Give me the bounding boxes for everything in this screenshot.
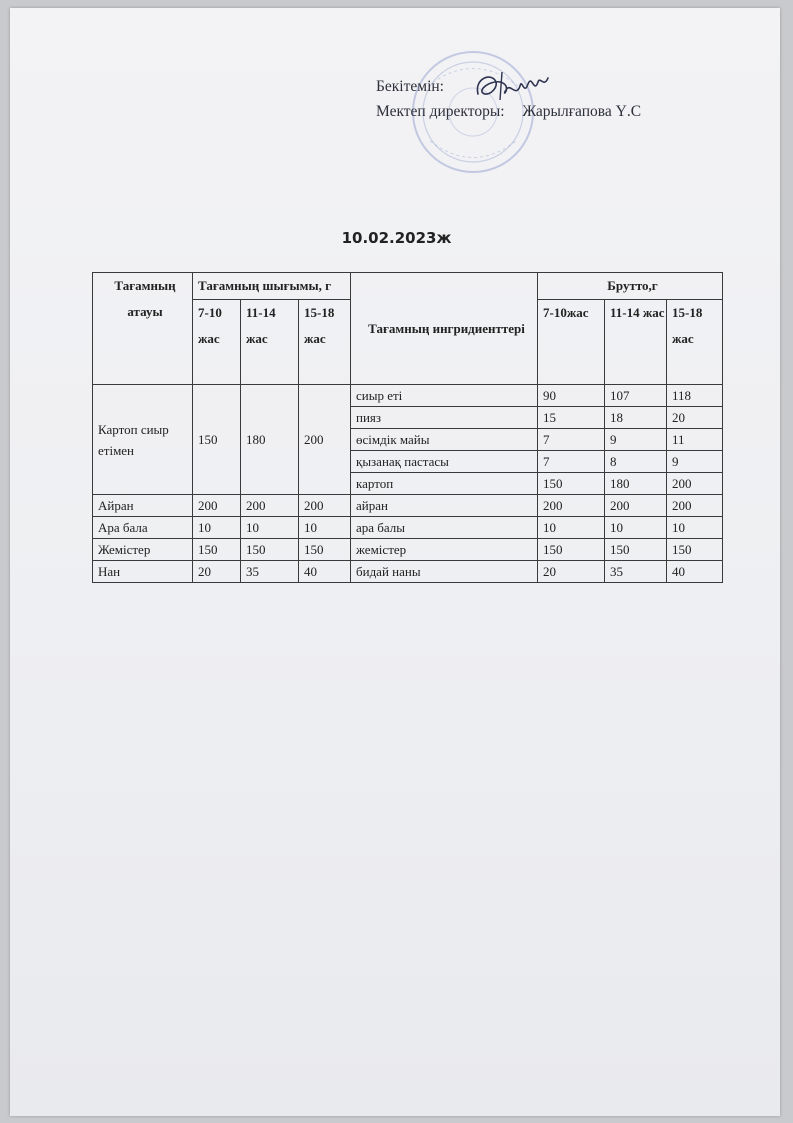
brutto-cell: 10 [605, 517, 667, 539]
brutto-cell: 150 [667, 539, 723, 561]
food-name-cell: Айран [93, 495, 193, 517]
brutto-cell: 9 [605, 429, 667, 451]
brutto-cell: 200 [538, 495, 605, 517]
yield-cell: 150 [193, 385, 241, 495]
header-yield: Тағамның шығымы, г [193, 273, 351, 300]
yield-cell: 35 [241, 561, 299, 583]
approval-block [376, 74, 641, 124]
brutto-cell: 20 [667, 407, 723, 429]
brutto-cell: 40 [667, 561, 723, 583]
yield-cell: 150 [299, 539, 351, 561]
ingredient-cell: картоп [351, 473, 538, 495]
menu-table [92, 272, 723, 583]
brutto-cell: 11 [667, 429, 723, 451]
brutto-cell: 150 [538, 539, 605, 561]
brutto-cell: 200 [667, 473, 723, 495]
brutto-cell: 15 [538, 407, 605, 429]
header-brutto: Брутто,г [538, 273, 723, 300]
brutto-cell: 7 [538, 429, 605, 451]
brutto-cell: 118 [667, 385, 723, 407]
brutto-cell: 200 [605, 495, 667, 517]
brutto-cell: 200 [667, 495, 723, 517]
yield-cell: 200 [193, 495, 241, 517]
food-name-cell: Картоп сиыр етімен [93, 385, 193, 495]
header-brutto-age-1: 7-10жас [538, 300, 605, 385]
menu-date: 10.02.2023ж [341, 229, 452, 247]
food-name-cell: Жемістер [93, 539, 193, 561]
table-row [93, 561, 723, 583]
approve-label: Бекітемін: [376, 78, 444, 95]
brutto-cell: 150 [538, 473, 605, 495]
table-row [93, 385, 723, 407]
brutto-cell: 7 [538, 451, 605, 473]
ingredient-cell: айран [351, 495, 538, 517]
ingredient-cell: қызанақ пастасы [351, 451, 538, 473]
yield-cell: 40 [299, 561, 351, 583]
yield-cell: 150 [241, 539, 299, 561]
header-food-name: Тағамның атауы [93, 273, 193, 385]
ingredient-cell: сиыр еті [351, 385, 538, 407]
food-name-cell: Нан [93, 561, 193, 583]
brutto-cell: 18 [605, 407, 667, 429]
yield-cell: 200 [299, 385, 351, 495]
table-row [93, 517, 723, 539]
yield-cell: 180 [241, 385, 299, 495]
header-brutto-age-2: 11-14 жас [605, 300, 667, 385]
header-yield-age-1: 7-10 жас [193, 300, 241, 385]
brutto-cell: 8 [605, 451, 667, 473]
brutto-cell: 10 [538, 517, 605, 539]
brutto-cell: 150 [605, 539, 667, 561]
brutto-cell: 180 [605, 473, 667, 495]
header-yield-age-3: 15-18 жас [299, 300, 351, 385]
brutto-cell: 35 [605, 561, 667, 583]
ingredient-cell: өсімдік майы [351, 429, 538, 451]
brutto-cell: 9 [667, 451, 723, 473]
yield-cell: 150 [193, 539, 241, 561]
director-label: Мектеп директоры: [376, 103, 505, 120]
header-brutto-age-3: 15-18 жас [667, 300, 723, 385]
yield-cell: 200 [241, 495, 299, 517]
ingredient-cell: ара балы [351, 517, 538, 539]
brutto-cell: 20 [538, 561, 605, 583]
ingredient-cell: бидай наны [351, 561, 538, 583]
table-row [93, 495, 723, 517]
brutto-cell: 90 [538, 385, 605, 407]
yield-cell: 200 [299, 495, 351, 517]
brutto-cell: 10 [667, 517, 723, 539]
brutto-cell: 107 [605, 385, 667, 407]
food-name-cell: Ара бала [93, 517, 193, 539]
ingredient-cell: пияз [351, 407, 538, 429]
yield-cell: 10 [299, 517, 351, 539]
director-name: Жарылғапова Ү.С [522, 103, 642, 120]
yield-cell: 10 [241, 517, 299, 539]
header-ingredients: Тағамның ингридиенттері [351, 273, 538, 385]
header-yield-age-2: 11-14 жас [241, 300, 299, 385]
table-row [93, 539, 723, 561]
ingredient-cell: жемістер [351, 539, 538, 561]
yield-cell: 20 [193, 561, 241, 583]
yield-cell: 10 [193, 517, 241, 539]
